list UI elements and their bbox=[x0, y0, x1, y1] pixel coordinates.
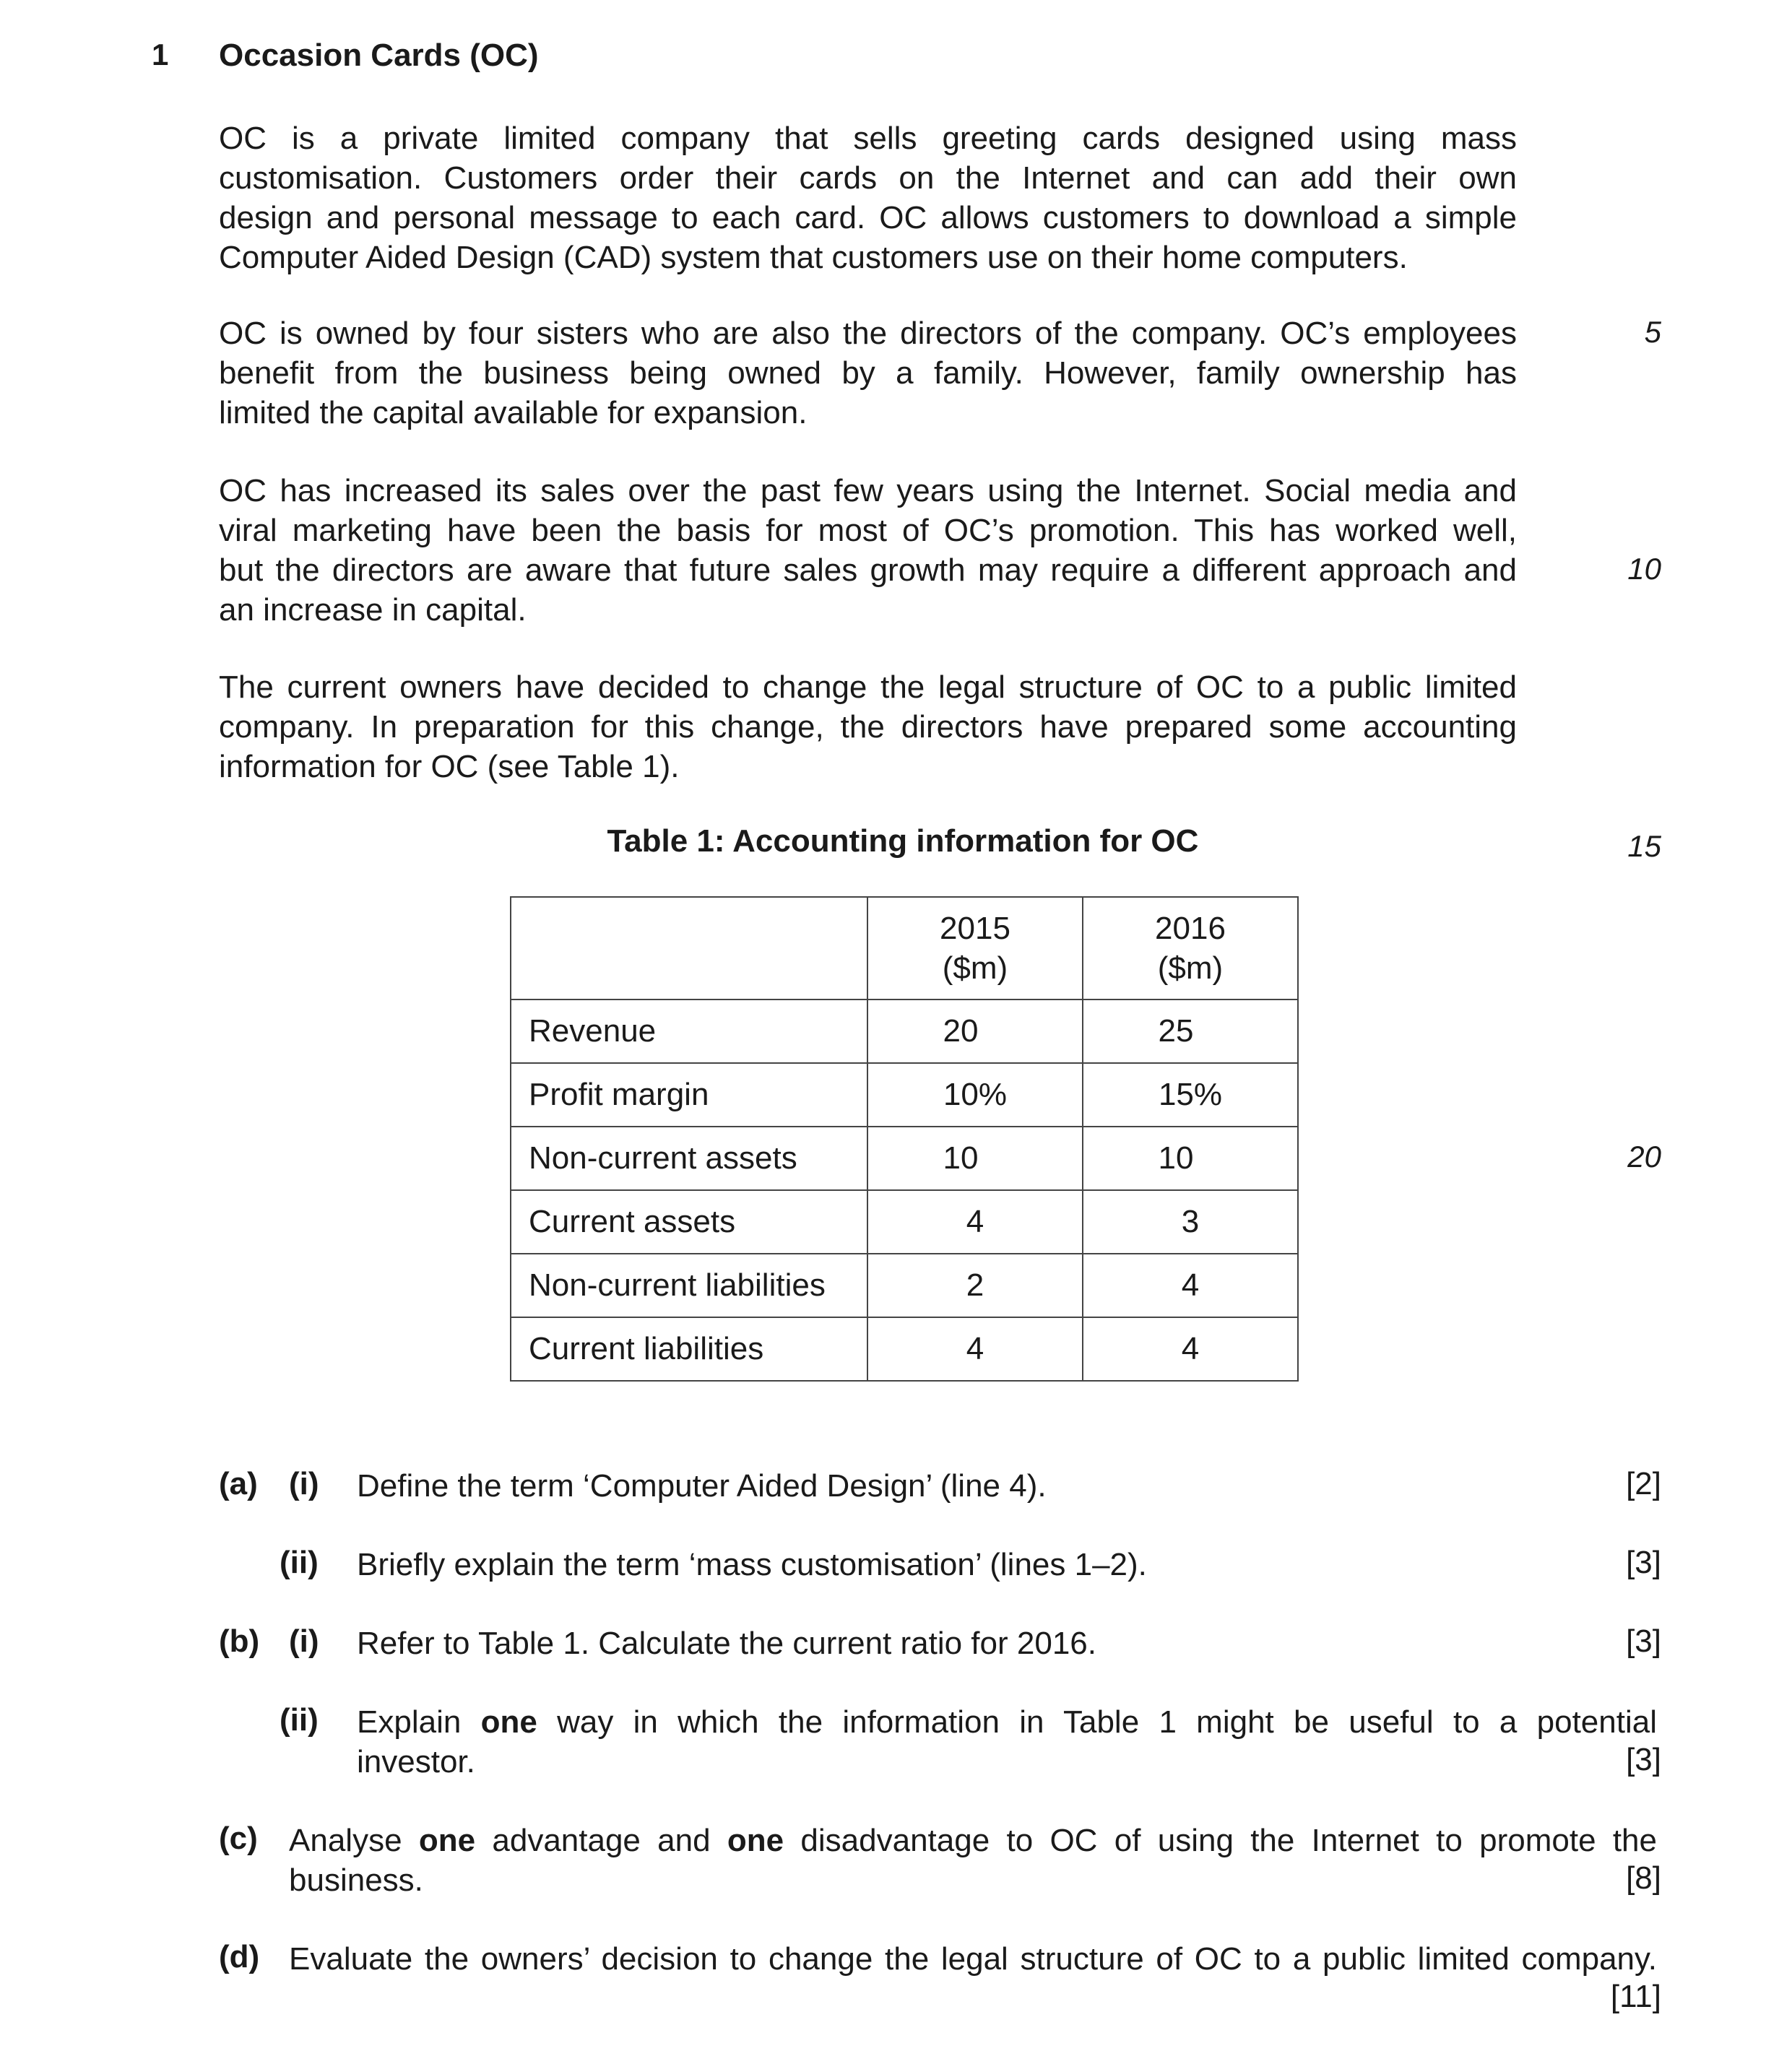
row-label: Non-current liabilities bbox=[511, 1254, 867, 1317]
cell-2015: 2 bbox=[867, 1254, 1083, 1317]
table-row bbox=[511, 1127, 1298, 1190]
question-b-ii-mark: [3] bbox=[1626, 1742, 1661, 1777]
question-a-i-mark: [2] bbox=[1626, 1466, 1661, 1501]
cell-2016: 10 bbox=[1083, 1127, 1298, 1190]
question-d-line-1: Evaluate the owners’ decision to change the legal structure of OC to a public limited company. bbox=[289, 1941, 1657, 1977]
question-c-label: (c) bbox=[219, 1821, 258, 1856]
header-year: 2015 bbox=[940, 911, 1010, 946]
header-year: 2016 bbox=[1155, 911, 1226, 946]
question-b-i-mark: [3] bbox=[1626, 1623, 1661, 1659]
row-label: Profit margin bbox=[511, 1063, 867, 1127]
table-header-row bbox=[511, 897, 1298, 1000]
cell-2015: 20 bbox=[867, 1000, 1083, 1063]
paragraph-3 bbox=[219, 471, 1517, 630]
line-number-5: 5 bbox=[1644, 315, 1661, 349]
paragraph-line: but the directors are aware that future sales growth may require a different approach and bbox=[219, 552, 1517, 588]
question-b-i-text: Refer to Table 1. Calculate the current ratio for 2016. bbox=[357, 1626, 1096, 1661]
question-d-mark: [11] bbox=[1610, 1979, 1661, 2014]
paragraph-4 bbox=[219, 667, 1517, 786]
row-label: Revenue bbox=[511, 1000, 867, 1063]
question-c-text bbox=[289, 1821, 1657, 1900]
table-header-2016 bbox=[1083, 897, 1298, 1000]
cell-2016: 4 bbox=[1083, 1254, 1298, 1317]
question-d-label: (d) bbox=[219, 1939, 260, 1974]
accounting-table bbox=[510, 896, 1299, 1382]
row-label: Current liabilities bbox=[511, 1317, 867, 1381]
paragraph-line: OC has increased its sales over the past few years using the Internet. Social media and bbox=[219, 473, 1517, 508]
paragraph-line: OC is a private limited company that sells greeting cards designed using mass bbox=[219, 121, 1517, 156]
question-b-ii-line-2: investor. bbox=[357, 1744, 475, 1779]
question-a-i-text: Define the term ‘Computer Aided Design’ (line 4). bbox=[357, 1468, 1047, 1504]
paragraph-line: company. In preparation for this change, the directors have prepared some accounting bbox=[219, 709, 1517, 745]
paragraph-line: Computer Aided Design (CAD) system that customers use on their home computers. bbox=[219, 240, 1408, 275]
row-label: Non-current assets bbox=[511, 1127, 867, 1190]
question-b-label: (b) bbox=[219, 1623, 260, 1659]
paragraph-line: design and personal message to each card. OC allows customers to download a simple bbox=[219, 200, 1517, 235]
question-a-ii-text: Briefly explain the term ‘mass customisation’ (lines 1–2). bbox=[357, 1547, 1147, 1582]
question-a-ii-mark: [3] bbox=[1626, 1545, 1661, 1580]
line-number-15: 15 bbox=[1627, 829, 1661, 863]
paragraph-line: OC is owned by four sisters who are also the directors of the company. OC’s employees bbox=[219, 316, 1517, 351]
paragraph-line: The current owners have decided to change the legal structure of OC to a public limited bbox=[219, 669, 1517, 705]
paragraph-line: customisation. Customers order their cards on the Internet and can add their own bbox=[219, 160, 1517, 196]
cell-2015: 10 bbox=[867, 1127, 1083, 1190]
cell-2015: 4 bbox=[867, 1317, 1083, 1381]
question-number: 1 bbox=[152, 38, 169, 71]
question-c-line-2: business. bbox=[289, 1863, 423, 1898]
question-a-label: (a) bbox=[219, 1466, 258, 1501]
row-label: Current assets bbox=[511, 1190, 867, 1254]
question-a-ii-label: (ii) bbox=[280, 1545, 319, 1580]
header-unit: ($m) bbox=[942, 950, 1008, 986]
cell-2015: 10% bbox=[867, 1063, 1083, 1127]
header-unit: ($m) bbox=[1157, 950, 1224, 986]
paragraph-line: viral marketing have been the basis for most of OC’s promotion. This has worked well, bbox=[219, 513, 1517, 548]
question-a-i-label: (i) bbox=[289, 1466, 319, 1501]
cell-2016: 15% bbox=[1083, 1063, 1298, 1127]
question-b-i-label: (i) bbox=[289, 1623, 319, 1659]
table-row bbox=[511, 1063, 1298, 1127]
table-row bbox=[511, 1190, 1298, 1254]
cell-2016: 25 bbox=[1083, 1000, 1298, 1063]
paragraph-line: benefit from the business being owned by a family. However, family ownership has bbox=[219, 355, 1517, 391]
paragraph-1 bbox=[219, 118, 1517, 277]
cell-2016: 4 bbox=[1083, 1317, 1298, 1381]
paragraph-line: information for OC (see Table 1). bbox=[219, 749, 680, 784]
line-number-20: 20 bbox=[1627, 1140, 1661, 1174]
question-title: Occasion Cards (OC) bbox=[219, 38, 539, 73]
question-d-text bbox=[289, 1939, 1657, 1979]
table-header-empty bbox=[511, 897, 867, 1000]
table-row bbox=[511, 1317, 1298, 1381]
table-header-2015 bbox=[867, 897, 1083, 1000]
question-b-ii-label: (ii) bbox=[280, 1702, 319, 1738]
table-row bbox=[511, 1000, 1298, 1063]
paragraph-line: limited the capital available for expansion. bbox=[219, 395, 808, 430]
question-c-mark: [8] bbox=[1626, 1860, 1661, 1896]
cell-2015: 4 bbox=[867, 1190, 1083, 1254]
cell-2016: 3 bbox=[1083, 1190, 1298, 1254]
paragraph-line: an increase in capital. bbox=[219, 592, 527, 628]
paragraph-2 bbox=[219, 313, 1517, 433]
question-b-ii-line-1: Explain one way in which the information in Table 1 might be useful to a potential bbox=[357, 1704, 1657, 1740]
question-b-ii-text bbox=[357, 1702, 1657, 1782]
table-title: Table 1: Accounting information for OC bbox=[607, 823, 1199, 859]
question-c-line-1: Analyse one advantage and one disadvantage to OC of using the Internet to promote the bbox=[289, 1823, 1657, 1858]
table-row bbox=[511, 1254, 1298, 1317]
line-number-10: 10 bbox=[1627, 552, 1661, 586]
